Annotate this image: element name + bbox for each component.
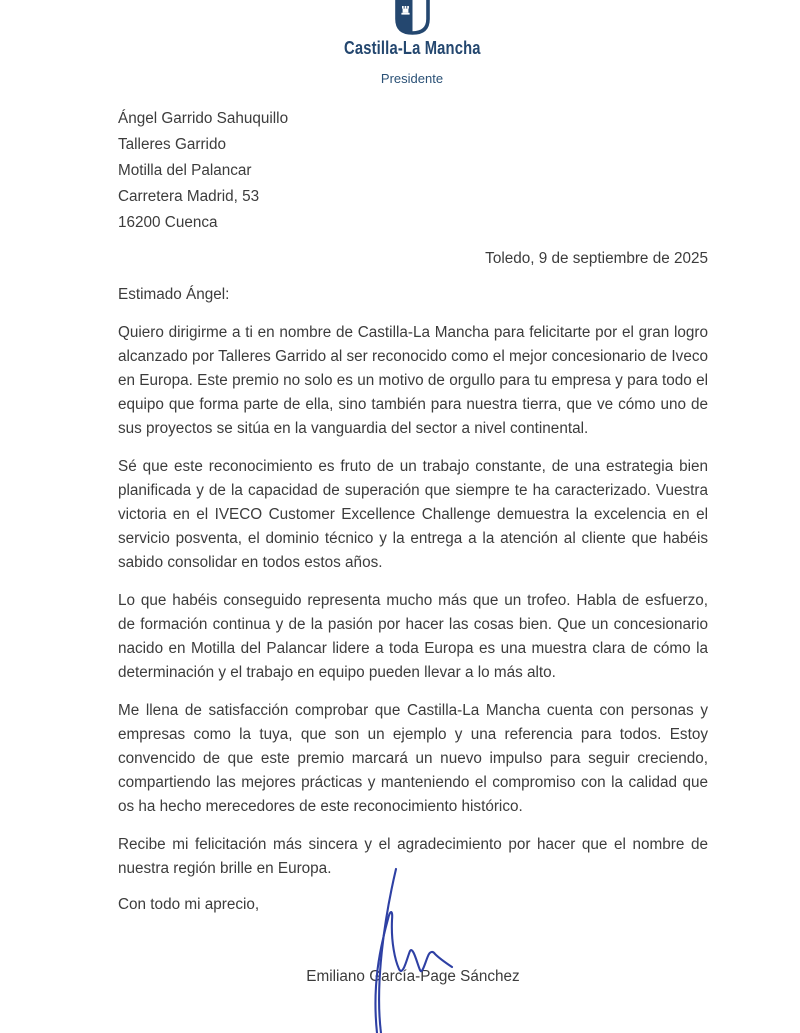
role-title: Presidente	[380, 71, 444, 86]
organization-wordmark: Castilla-La Mancha	[343, 38, 481, 58]
letterhead	[12, 0, 800, 86]
castle-glyph	[401, 6, 409, 15]
salutation: Estimado Ángel:	[118, 286, 230, 303]
signer-name: Emiliano García-Page Sánchez	[306, 968, 520, 985]
paragraph: Quiero dirigirme a ti en nombre de Castilla-La Mancha para felicitarte por el gran logro alcanzado por Talleres Garrido al ser reconocido como el mejor concesionario de Iveco en Europa. Este premio no solo es un motivo de orgullo para tu empresa y para todo el equipo que forma parte de ella, sino también para nuestra tierra, que ve cómo uno de sus proyectos se sitúa en la vanguardia del sector a nivel continental.	[118, 324, 708, 437]
paragraph: Lo que habéis conseguido representa mucho más que un trofeo. Habla de esfuerzo, de formación continua y de la pasión por hacer las cosas bien. Que un concesionario nacido en Motilla del Palancar lidere a toda Europa es una muestra clara de cómo la determinación y el trabajo en equipo pueden llevar a lo más alto.	[118, 592, 708, 681]
address-line: 16200 Cuenca	[118, 214, 218, 231]
castilla-la-mancha-shield-icon	[394, 0, 431, 35]
dateline: Toledo, 9 de septiembre de 2025	[485, 250, 708, 267]
letter-body	[118, 321, 708, 881]
recipient-address	[118, 106, 708, 236]
address-line: Talleres Garrido	[118, 136, 226, 153]
address-line: Carretera Madrid, 53	[118, 188, 260, 205]
paragraph: Me llena de satisfacción comprobar que Castilla-La Mancha cuenta con personas y empresas como la tuya, que son un ejemplo y una referencia para todos. Estoy convencido de que este premio marcará un nuevo impulso para seguir creciendo, compartiendo las mejores prácticas y manteniendo el compromiso con la calidad que os ha hecho merecedores de este reconocimiento histórico.	[118, 702, 708, 815]
letter-content	[0, 106, 800, 989]
paragraph: Sé que este reconocimiento es fruto de un trabajo constante, de una estrategia bien planificada y de la capacidad de superación que siempre te ha caracterizado. Vuestra victoria en el IVECO Customer Excellence Challenge demuestra la excelencia en el servicio posventa, el dominio técnico y la entrega a la atención al cliente que habéis sabido consolidar en todos estos años.	[118, 458, 708, 571]
address-line: Motilla del Palancar	[118, 162, 252, 179]
address-line: Ángel Garrido Sahuquillo	[118, 110, 289, 127]
paragraph: Recibe mi felicitación más sincera y el agradecimiento por hacer que el nombre de nuestra región brille en Europa.	[118, 836, 708, 877]
closing-phrase: Con todo mi aprecio,	[118, 896, 260, 913]
